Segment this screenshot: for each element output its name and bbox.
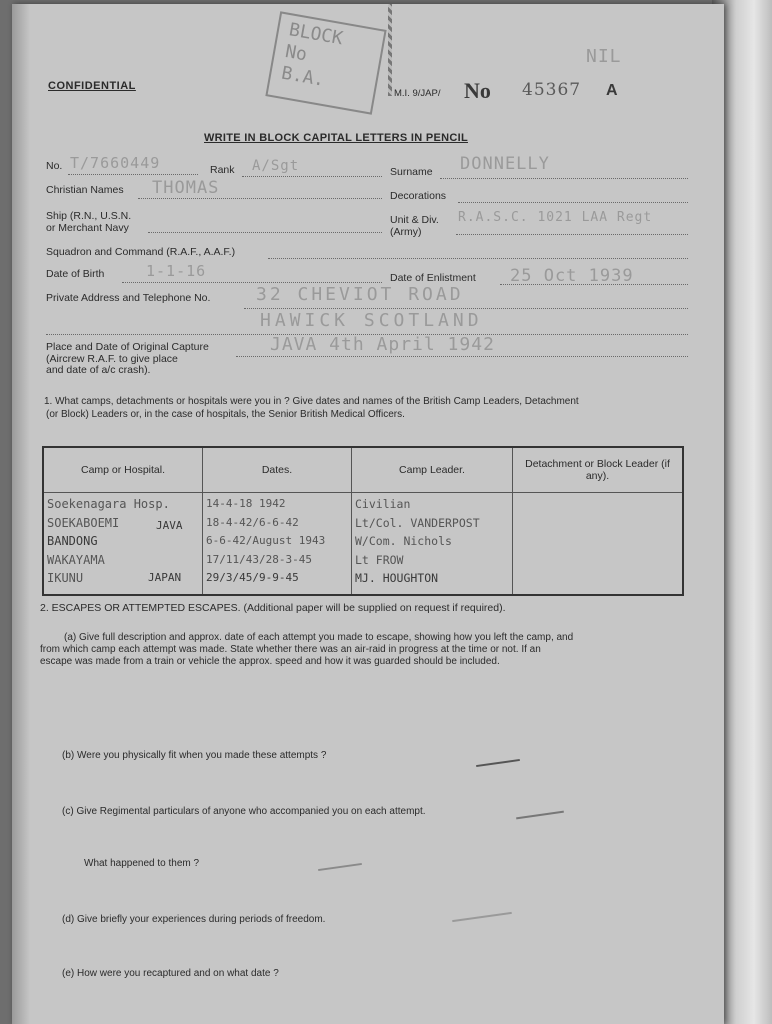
no-rule <box>68 174 198 175</box>
stamp-line-1: BLOCK <box>287 19 345 50</box>
squadron-label: Squadron and Command (R.A.F., A.A.F.) <box>46 246 236 258</box>
date-entry: 6-6-42/August 1943 <box>206 534 326 547</box>
leader-entry: Lt/Col. VANDERPOST <box>355 515 480 530</box>
nil-mark: NIL <box>586 46 622 67</box>
stamp-line-2: No <box>283 40 309 66</box>
question-2a-line-2: from which camp each attempt was made. State whether there was an air-raid in progress at the time or not. If an <box>40 644 541 655</box>
rank-value: A/Sgt <box>252 158 300 174</box>
capture-rule <box>236 356 688 357</box>
leader-entry: MJ. HOUGHTON <box>355 571 439 585</box>
enlistment-value: 25 Oct 1939 <box>510 266 634 286</box>
camp-entry: WAKAYAMA <box>47 552 105 567</box>
capture-label-line-1: Place and Date of Original Capture <box>46 341 209 353</box>
camp-entry: Soekenagara Hosp. <box>47 497 170 511</box>
surname-rule <box>440 178 688 179</box>
ship-label-line-2: or Merchant Navy <box>46 222 129 234</box>
camp-entry: SOEKABOEMI <box>47 515 120 530</box>
address-line-2: HAWICK SCOTLAND <box>260 310 483 331</box>
header-detachment-leader: Detachment or Block Leader (if any). <box>513 447 684 493</box>
answer-dash <box>318 863 362 871</box>
question-2c: (c) Give Regimental particulars of anyone who accompanied you on each attempt. <box>62 806 426 817</box>
stamp-line-3: B.A. <box>279 62 327 91</box>
date-entry: 29/3/45/9-9-45 <box>206 571 299 584</box>
page-edge-shadow <box>12 4 30 1024</box>
camp-column <box>43 493 203 596</box>
detachment-column <box>513 493 684 596</box>
camp-entry: BANDONG <box>47 534 98 548</box>
capture-label-line-2: (Aircrew R.A.F. to give place <box>46 352 178 365</box>
capture-value: JAVA 4th April 1942 <box>270 334 495 355</box>
surname-label: Surname <box>390 166 433 178</box>
question-1-line-2: (or Block) Leaders or, in the case of hospitals, the Senior British Medical Officers. <box>46 409 405 420</box>
capture-label <box>46 342 209 377</box>
header-dates: Dates. <box>203 447 352 493</box>
address-label: Private Address and Telephone No. <box>46 292 211 304</box>
christian-names-rule <box>138 198 382 199</box>
dob-rule <box>122 282 382 283</box>
surname-value: DONNELLY <box>460 154 550 174</box>
dob-label: Date of Birth <box>46 268 105 280</box>
region-tag-japan: JAPAN <box>148 571 182 584</box>
date-entry: 18-4-42/6-6-42 <box>206 515 299 529</box>
instruction-title: WRITE IN BLOCK CAPITAL LETTERS IN PENCIL <box>204 132 468 144</box>
question-2a-line-1: (a) Give full description and approx. date of each attempt you made to escape, showing how you left the camp, and <box>64 632 574 643</box>
document-page <box>12 4 724 1024</box>
christian-names-value: THOMAS <box>152 178 220 198</box>
block-stamp <box>265 11 386 114</box>
dates-column <box>203 493 352 596</box>
table-row <box>43 493 683 596</box>
leader-column <box>352 493 513 596</box>
ship-label-line-1: Ship (R.N., U.S.N. <box>46 210 132 222</box>
unit-label-line-2: (Army) <box>390 226 422 238</box>
region-tag-java: JAVA <box>156 519 183 532</box>
answer-dash <box>516 811 564 820</box>
leader-entry: W/Com. Nichols <box>355 534 452 548</box>
leader-entry: Civilian <box>355 497 411 511</box>
capture-label-line-3: and date of a/c crash). <box>46 364 151 376</box>
dob-value: 1-1-16 <box>146 262 207 280</box>
confidential-label: CONFIDENTIAL <box>48 80 136 92</box>
address-line-1: 32 CHEVIOT ROAD <box>256 284 464 305</box>
question-2d: (d) Give briefly your experiences during periods of freedom. <box>62 914 326 925</box>
header-camp-or-hospital: Camp or Hospital. <box>43 447 203 493</box>
ship-label <box>46 210 131 234</box>
address-rule-1 <box>244 308 688 309</box>
rank-label: Rank <box>210 164 235 176</box>
unit-label-line-1: Unit & Div. <box>390 214 439 226</box>
no-label: No. <box>46 160 63 172</box>
decorations-rule <box>458 202 688 203</box>
binding-string <box>388 4 392 96</box>
decorations-label: Decorations <box>390 190 447 202</box>
camp-entry: IKUNU <box>47 571 84 585</box>
answer-dash <box>452 912 512 922</box>
unit-label <box>390 214 439 238</box>
header-camp-leader: Camp Leader. <box>352 447 513 493</box>
christian-names-label: Christian Names <box>46 184 124 196</box>
form-code: M.I. 9/JAP/ <box>394 88 441 99</box>
question-2b: (b) Were you physically fit when you made these attempts ? <box>62 750 327 761</box>
question-2e: (e) How were you recaptured and on what date ? <box>62 968 279 979</box>
leader-entry: Lt FROW <box>355 552 404 567</box>
question-2c-followup: What happened to them ? <box>84 858 200 869</box>
form-number: 45367 <box>522 80 582 100</box>
no-value: T/7660449 <box>70 154 161 172</box>
date-entry: 17/11/43/28-3-45 <box>206 552 312 566</box>
form-suffix: A <box>606 82 618 99</box>
question-2-title: 2. ESCAPES OR ATTEMPTED ESCAPES. (Additional paper will be supplied on request if required). <box>40 602 506 614</box>
question-1-line-1: 1. What camps, detachments or hospitals were you in ? Give dates and names of the British Camp Leaders, Detachment <box>44 396 579 407</box>
camps-table-header <box>43 447 683 493</box>
camps-table <box>42 446 684 596</box>
enlistment-label: Date of Enlistment <box>390 272 476 284</box>
date-entry: 14-4-18 1942 <box>206 497 286 510</box>
ship-rule <box>148 232 382 233</box>
rank-rule <box>242 176 382 177</box>
answer-dash <box>476 759 520 767</box>
unit-rule <box>456 234 688 235</box>
squadron-rule <box>268 258 688 259</box>
question-2a-line-3: escape was made from a train or vehicle the approx. speed and how it was guarded should be included. <box>40 656 500 667</box>
form-number-label: No <box>464 78 491 103</box>
unit-value: R.A.S.C. 1021 LAA Regt <box>458 210 653 225</box>
